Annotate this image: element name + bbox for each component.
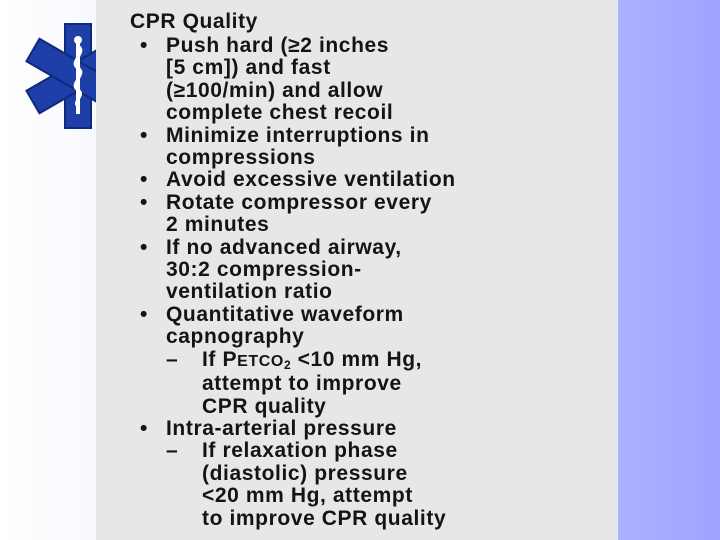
petco2-subscript: 2 xyxy=(283,357,292,372)
sub-bullet-marker: – xyxy=(166,347,179,371)
bullet-line: complete chest recoil xyxy=(166,101,394,125)
bullet-line: attempt to improve xyxy=(202,372,402,396)
bullet-line: Quantitative waveform xyxy=(166,302,404,326)
bullet-advanced-airway xyxy=(130,237,610,304)
bullet-line: capnography xyxy=(166,325,305,349)
bullet-line: to improve CPR quality xyxy=(202,506,447,530)
bullet-line: [5 cm]) and fast xyxy=(166,56,331,80)
bullet-line: compressions xyxy=(166,146,316,170)
bullet-marker: • xyxy=(140,302,148,326)
bullet-line: Minimize interruptions in xyxy=(166,123,430,147)
bullet-marker: • xyxy=(140,34,148,57)
bullet-minimize-interruptions xyxy=(130,125,610,170)
bullet-capnography xyxy=(130,304,610,349)
petco2-prefix: If P xyxy=(202,347,238,371)
bullet-line: Intra-arterial pressure xyxy=(166,416,397,440)
bullet-line: (diastolic) pressure xyxy=(202,461,408,485)
bullet-rotate-compressor xyxy=(130,192,610,237)
bullet-line: If no advanced airway, xyxy=(166,235,402,259)
bullet-line: 30:2 compression- xyxy=(166,258,362,282)
bullet-marker: • xyxy=(140,235,148,259)
bullet-marker: • xyxy=(140,190,148,214)
bullet-marker: • xyxy=(140,123,148,147)
bullet-avoid-excessive-ventilation xyxy=(130,169,610,191)
sub-bullet-diastolic xyxy=(130,440,610,530)
bullet-line: (≥100/min) and allow xyxy=(166,78,384,102)
bullet-line: Push hard (≥2 inches xyxy=(166,34,390,57)
sub-bullet-petco2 xyxy=(130,349,610,418)
petco2-smallcaps: ETCO xyxy=(237,352,284,370)
bullet-line: Rotate compressor every xyxy=(166,190,432,214)
bullet-line xyxy=(202,349,610,373)
page-title: CPR Quality xyxy=(130,10,258,33)
bullet-line: Avoid excessive ventilation xyxy=(166,168,456,192)
bullet-marker: • xyxy=(140,416,148,440)
bullet-intra-arterial-pressure xyxy=(130,418,610,440)
cpr-quality-list xyxy=(130,10,610,530)
bullet-line: If relaxation phase xyxy=(202,439,398,463)
sub-bullet-marker: – xyxy=(166,439,179,463)
content-panel xyxy=(96,0,618,540)
bullet-line: 2 minutes xyxy=(166,213,270,237)
bullet-line: CPR quality xyxy=(202,394,327,418)
bullet-push-hard xyxy=(130,35,610,125)
bullet-line: <20 mm Hg, attempt xyxy=(202,484,413,508)
petco2-suffix: <10 mm Hg, xyxy=(291,347,423,371)
bullet-marker: • xyxy=(140,168,148,192)
bullet-line: ventilation ratio xyxy=(166,280,333,304)
